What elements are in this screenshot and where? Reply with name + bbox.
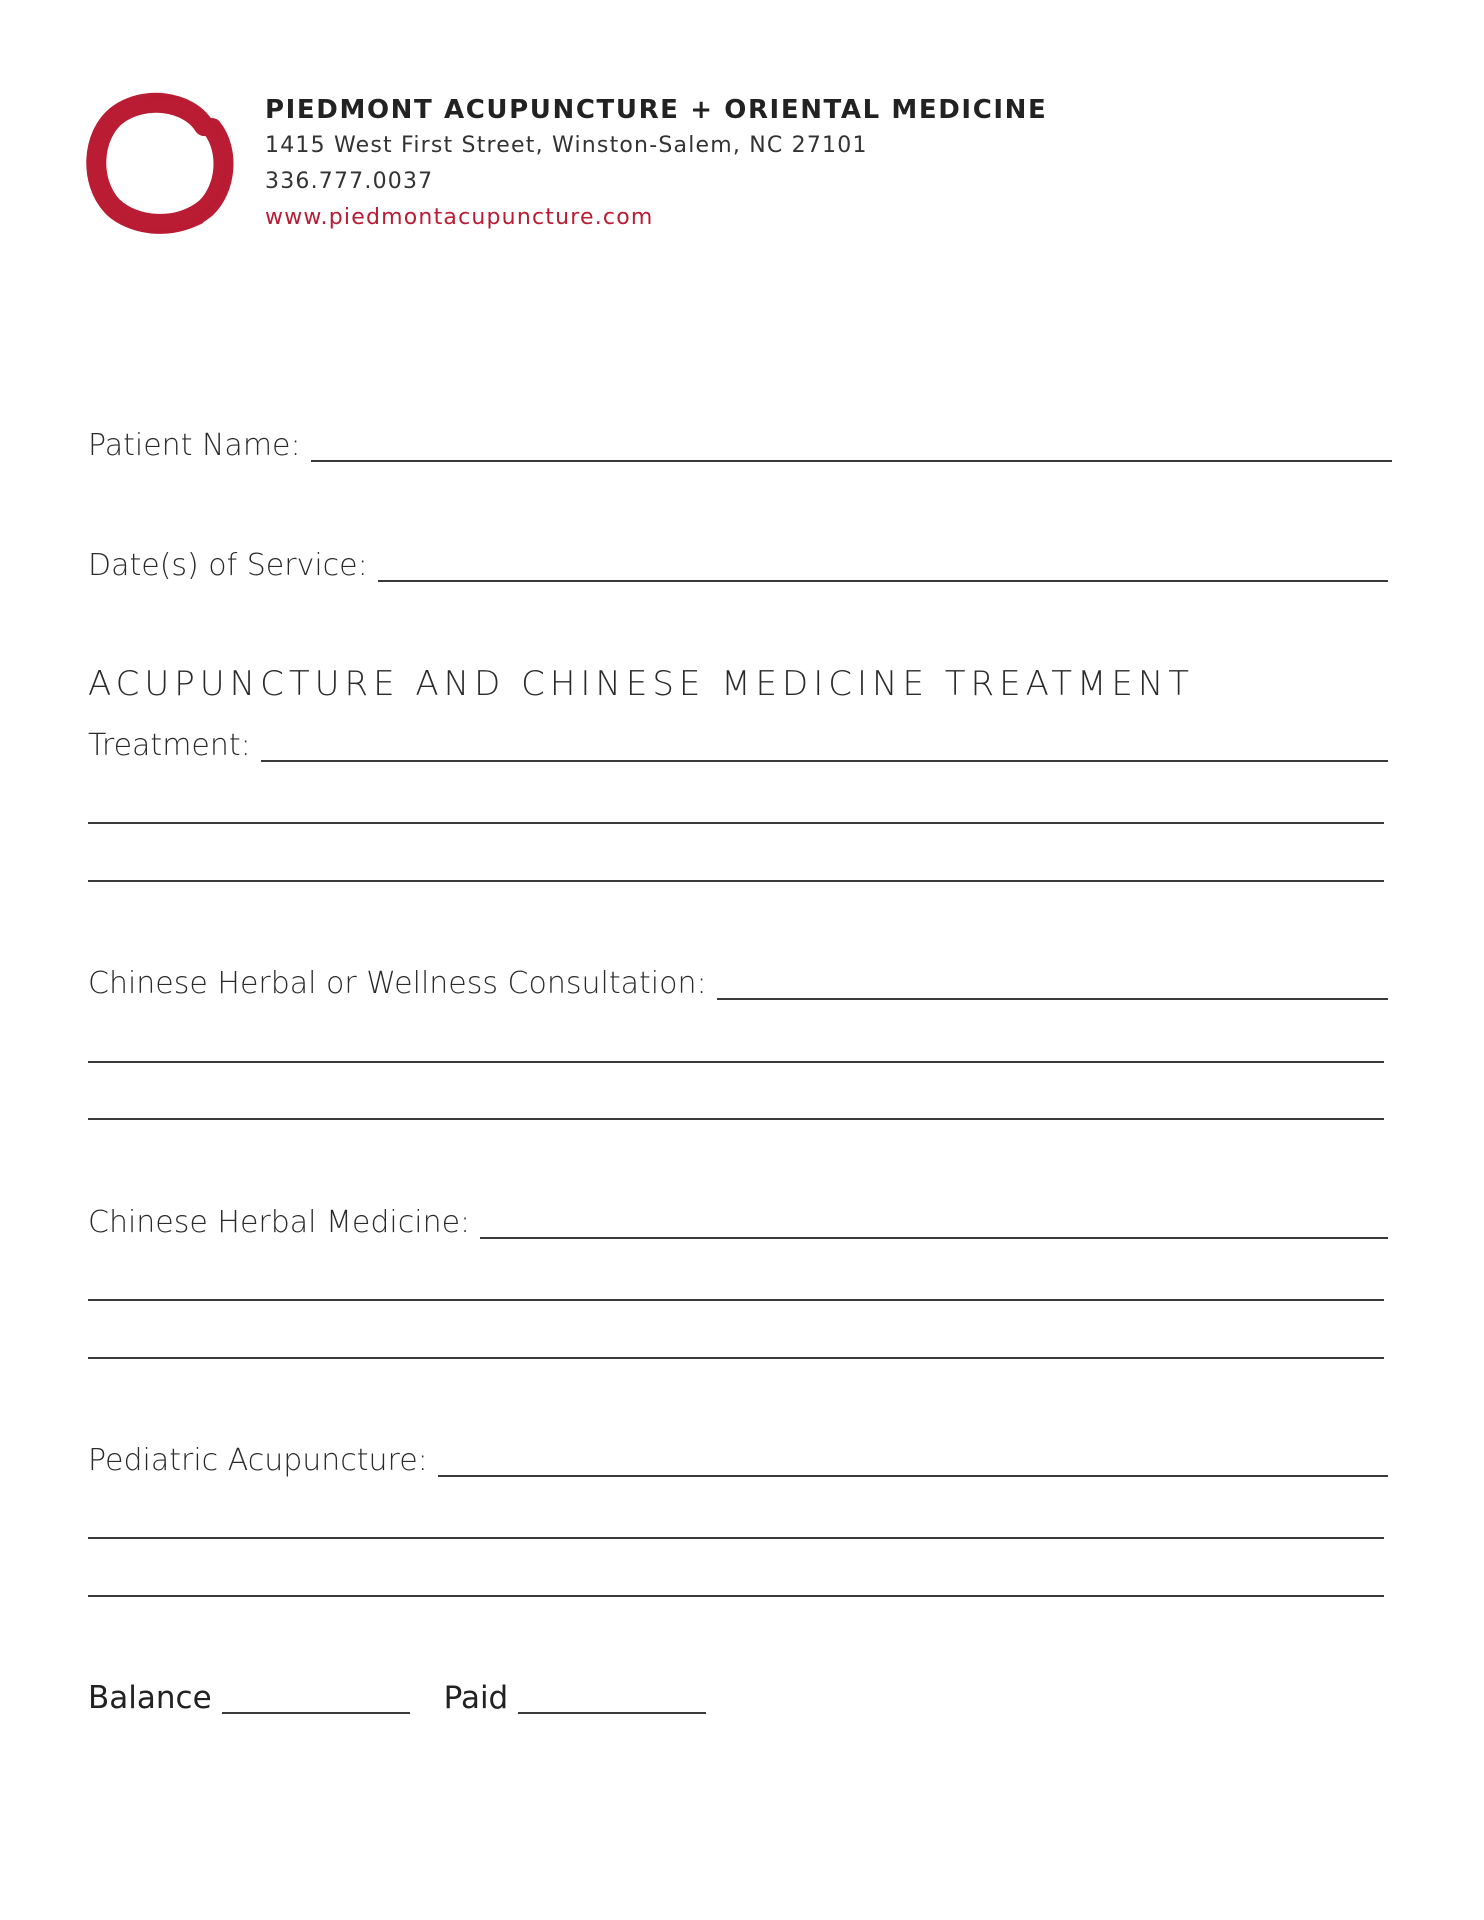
- paid-label: Paid: [443, 1680, 509, 1716]
- herbal-medicine-row: [88, 1201, 1388, 1241]
- pediatric-label: Pediatric Acupuncture:: [88, 1443, 428, 1478]
- pediatric-line-2[interactable]: [88, 1537, 1384, 1539]
- herbal-consultation-row: [88, 962, 1388, 1002]
- herbal-consultation-field[interactable]: [717, 958, 1388, 1000]
- balance-label: Balance: [88, 1680, 212, 1716]
- treatment-line-2[interactable]: [88, 822, 1384, 824]
- organization-header: [265, 92, 1047, 236]
- pediatric-field[interactable]: [438, 1435, 1388, 1477]
- dates-of-service-row: [88, 544, 1388, 584]
- herbal-medicine-field[interactable]: [480, 1197, 1388, 1239]
- herbal-consultation-line-2[interactable]: [88, 1061, 1384, 1063]
- organization-address: 1415 West First Street, Winston-Salem, NC 27101: [265, 133, 868, 158]
- treatment-label: Treatment:: [88, 728, 251, 763]
- herbal-medicine-line-3[interactable]: [88, 1357, 1384, 1359]
- payment-row: [88, 1676, 740, 1716]
- herbal-medicine-label: Chinese Herbal Medicine:: [88, 1205, 471, 1240]
- dates-of-service-field[interactable]: [378, 540, 1388, 582]
- section-heading: ACUPUNCTURE AND CHINESE MEDICINE TREATMENT: [88, 664, 1195, 704]
- patient-name-row: [88, 424, 1392, 464]
- herbal-consultation-label: Chinese Herbal or Wellness Consultation:: [88, 966, 707, 1001]
- organization-phone: 336.777.0037: [265, 169, 434, 194]
- treatment-line-3[interactable]: [88, 880, 1384, 882]
- treatment-row: [88, 724, 1388, 764]
- herbal-medicine-line-2[interactable]: [88, 1299, 1384, 1301]
- enso-circle-icon: [84, 86, 234, 236]
- paid-field[interactable]: [518, 1672, 706, 1714]
- patient-name-field[interactable]: [311, 420, 1392, 462]
- organization-name: PIEDMONT ACUPUNCTURE + ORIENTAL MEDICINE: [265, 95, 1048, 125]
- herbal-consultation-line-3[interactable]: [88, 1118, 1384, 1120]
- organization-website[interactable]: www.piedmontacupuncture.com: [265, 205, 654, 230]
- pediatric-row: [88, 1439, 1388, 1479]
- patient-name-label: Patient Name:: [88, 428, 301, 463]
- treatment-field[interactable]: [261, 720, 1388, 762]
- dates-of-service-label: Date(s) of Service:: [88, 548, 368, 583]
- balance-field[interactable]: [222, 1672, 410, 1714]
- pediatric-line-3[interactable]: [88, 1595, 1384, 1597]
